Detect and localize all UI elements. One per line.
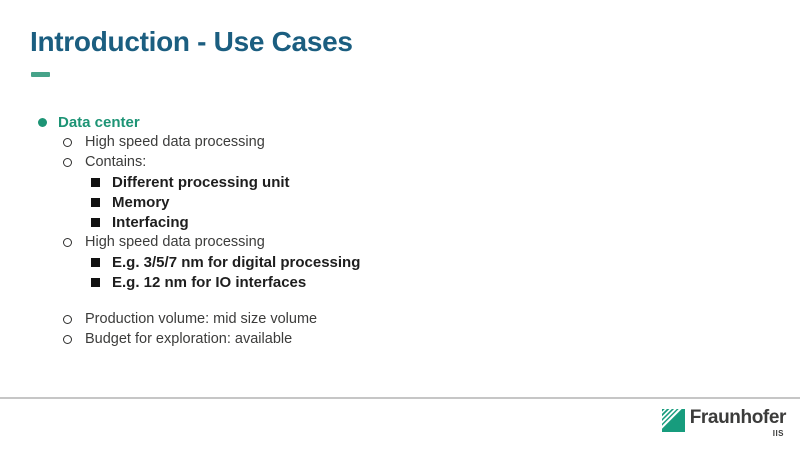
fraunhofer-institute-label: IIS xyxy=(772,429,784,438)
list-item xyxy=(0,172,760,192)
list-item-label: E.g. 12 nm for IO interfaces xyxy=(112,273,307,291)
list-item-label: High speed data processing xyxy=(85,134,265,150)
open-circle-bullet-icon xyxy=(63,335,72,344)
filled-square-bullet-icon xyxy=(91,278,100,287)
filled-square-bullet-icon xyxy=(91,178,100,187)
filled-square-bullet-icon xyxy=(91,258,100,267)
footer-divider xyxy=(0,397,800,399)
list-item xyxy=(0,329,760,349)
list-item xyxy=(0,132,760,152)
bullet-list xyxy=(0,112,760,349)
list-item-label: Budget for exploration: available xyxy=(85,331,293,347)
list-item-label: High speed data processing xyxy=(85,234,265,250)
fraunhofer-logo xyxy=(662,408,786,438)
list-item-label: Interfacing xyxy=(112,213,189,231)
filled-dot-bullet-icon xyxy=(38,118,47,127)
list-item xyxy=(0,192,760,212)
list-item xyxy=(0,232,760,252)
open-circle-bullet-icon xyxy=(63,315,72,324)
list-item-label: Data center xyxy=(58,113,140,131)
list-gap xyxy=(0,292,760,309)
list-item-label: Production volume: mid size volume xyxy=(85,311,318,327)
list-item-label: Contains: xyxy=(85,154,147,170)
slide-title: Introduction - Use Cases xyxy=(30,26,353,57)
list-item xyxy=(0,252,760,272)
fraunhofer-wordmark: Fraunhofer xyxy=(689,407,786,428)
fraunhofer-logo-icon xyxy=(662,409,685,432)
filled-square-bullet-icon xyxy=(91,218,100,227)
filled-square-bullet-icon xyxy=(91,198,100,207)
list-item xyxy=(0,212,760,232)
open-circle-bullet-icon xyxy=(63,238,72,247)
title-accent-dash xyxy=(31,72,50,77)
list-item xyxy=(0,112,760,132)
list-item xyxy=(0,309,760,329)
list-item-label: E.g. 3/5/7 nm for digital processing xyxy=(112,253,361,271)
open-circle-bullet-icon xyxy=(63,138,72,147)
list-item xyxy=(0,272,760,292)
list-item xyxy=(0,152,760,172)
open-circle-bullet-icon xyxy=(63,158,72,167)
list-item-label: Memory xyxy=(112,193,170,211)
list-item-label: Different processing unit xyxy=(112,173,290,191)
fraunhofer-logo-text xyxy=(690,408,786,438)
